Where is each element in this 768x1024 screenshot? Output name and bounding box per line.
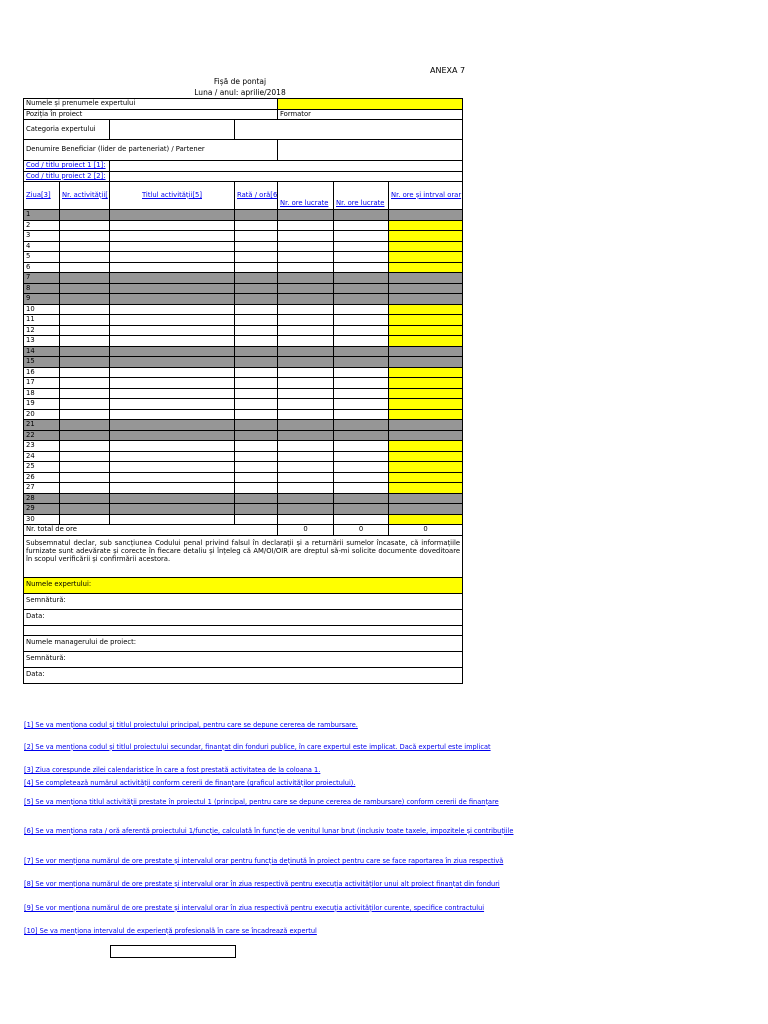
day-cell[interactable] [278,493,334,504]
day-cell[interactable] [389,231,463,242]
day-cell[interactable] [278,294,334,305]
day-cell[interactable] [235,273,278,284]
day-cell[interactable] [110,294,235,305]
day-cell[interactable] [235,430,278,441]
day-cell[interactable] [278,252,334,263]
day-cell[interactable] [389,315,463,326]
day-cell[interactable] [110,346,235,357]
day-cell[interactable] [278,357,334,368]
day-cell[interactable] [278,231,334,242]
day-row [24,315,463,326]
day-cell[interactable] [278,514,334,525]
day-cell[interactable] [389,220,463,231]
day-cell[interactable] [389,388,463,399]
day-number: 8 [24,283,60,294]
day-cell[interactable] [235,325,278,336]
total-hours-label: Nr. total de ore [24,525,278,536]
expert-date-label[interactable]: Data: [24,609,463,625]
day-cell[interactable] [60,220,110,231]
day-cell[interactable] [60,483,110,494]
day-cell[interactable] [60,357,110,368]
day-row [24,399,463,410]
day-cell[interactable] [60,388,110,399]
day-cell[interactable] [334,231,389,242]
day-cell[interactable] [278,472,334,483]
period-label: Luna / anul: aprilie/2018 [194,88,286,97]
day-number: 21 [24,420,60,431]
day-row [24,220,463,231]
day-cell[interactable] [334,220,389,231]
day-number: 20 [24,409,60,420]
day-number: 22 [24,430,60,441]
day-cell[interactable] [334,514,389,525]
day-number: 13 [24,336,60,347]
day-cell[interactable] [334,367,389,378]
day-cell[interactable] [235,493,278,504]
day-cell[interactable] [110,325,235,336]
day-cell[interactable] [389,462,463,473]
project2-label[interactable]: Cod / titlu proiect 2 [2]: [24,171,110,182]
day-row [24,451,463,462]
day-cell[interactable] [334,399,389,410]
col-header-rate[interactable]: Rată / oră[6 [235,182,278,210]
day-cell[interactable] [389,441,463,452]
day-cell[interactable] [334,346,389,357]
day-cell[interactable] [60,451,110,462]
day-cell[interactable] [110,493,235,504]
col-header-hours2[interactable]: Nr. ore lucrate [334,198,389,210]
day-row [24,210,463,221]
day-row [24,462,463,473]
footnote-1[interactable]: [1] Se va menționa codul și titlul proiectului principal, pentru care se depune cererea de rambursare. [24,721,358,729]
day-cell[interactable] [110,315,235,326]
day-cell[interactable] [278,378,334,389]
day-number: 3 [24,231,60,242]
day-number: 2 [24,220,60,231]
expert-name-label: Numele și prenumele expertului [24,99,278,110]
day-cell[interactable] [110,283,235,294]
category-label: Categoria expertului [24,120,110,140]
day-cell[interactable] [235,346,278,357]
day-cell[interactable] [235,367,278,378]
day-cell[interactable] [235,336,278,347]
day-cell[interactable] [235,357,278,368]
day-cell[interactable] [110,483,235,494]
day-cell[interactable] [60,283,110,294]
day-cell[interactable] [278,346,334,357]
day-cell[interactable] [60,241,110,252]
day-cell[interactable] [389,430,463,441]
day-cell[interactable] [60,504,110,515]
day-cell[interactable] [235,262,278,273]
day-cell[interactable] [235,462,278,473]
day-cell[interactable] [110,472,235,483]
day-cell[interactable] [389,336,463,347]
day-cell[interactable] [334,504,389,515]
day-row [24,430,463,441]
day-cell[interactable] [235,294,278,305]
day-number: 24 [24,451,60,462]
category-extra[interactable] [235,120,463,140]
day-cell[interactable] [60,252,110,263]
day-cell[interactable] [235,378,278,389]
day-cell[interactable] [334,357,389,368]
day-cell[interactable] [334,273,389,284]
day-cell[interactable] [110,231,235,242]
day-cell[interactable] [235,283,278,294]
day-cell[interactable] [60,304,110,315]
day-number: 23 [24,441,60,452]
day-cell[interactable] [60,273,110,284]
day-cell[interactable] [389,346,463,357]
col-header-hours1[interactable]: Nr. ore lucrate [278,198,334,210]
day-number: 15 [24,357,60,368]
day-cell[interactable] [334,430,389,441]
day-cell[interactable] [278,388,334,399]
col-header-hours2-top [334,182,389,198]
day-cell[interactable] [110,220,235,231]
manager-date-label[interactable]: Data: [24,667,463,683]
day-cell[interactable] [110,504,235,515]
day-cell[interactable] [334,441,389,452]
document-title: Fișă de pontaj [213,77,267,86]
day-cell[interactable] [389,252,463,263]
day-cell[interactable] [389,325,463,336]
day-cell[interactable] [110,210,235,221]
day-number: 11 [24,315,60,326]
day-cell[interactable] [235,451,278,462]
day-cell[interactable] [60,493,110,504]
day-cell[interactable] [334,252,389,263]
day-cell[interactable] [60,441,110,452]
col-header-activity-no[interactable]: Nr. activității[ [60,182,110,210]
total-hours-3: 0 [389,525,463,536]
day-number: 14 [24,346,60,357]
beneficiary-label: Denumire Beneficiar (lider de parteneriat) / Partener [24,140,278,161]
day-cell[interactable] [334,262,389,273]
day-number: 1 [24,210,60,221]
day-row [24,273,463,284]
day-cell[interactable] [389,514,463,525]
day-row [24,409,463,420]
total-hours-1: 0 [278,525,334,536]
day-row [24,514,463,525]
day-number: 27 [24,483,60,494]
day-cell[interactable] [334,315,389,326]
day-cell[interactable] [334,241,389,252]
day-cell[interactable] [278,262,334,273]
day-cell[interactable] [235,315,278,326]
day-cell[interactable] [110,273,235,284]
day-number: 9 [24,294,60,305]
day-row [24,367,463,378]
day-number: 26 [24,472,60,483]
day-cell[interactable] [334,336,389,347]
day-cell[interactable] [389,483,463,494]
day-cell[interactable] [278,504,334,515]
day-row [24,357,463,368]
day-cell[interactable] [389,409,463,420]
day-cell[interactable] [334,409,389,420]
day-cell[interactable] [235,210,278,221]
day-cell[interactable] [389,304,463,315]
day-cell[interactable] [334,325,389,336]
expert-name-signature-label[interactable]: Numele expertului: [24,577,463,593]
day-cell[interactable] [278,283,334,294]
day-cell[interactable] [60,210,110,221]
footnote-4[interactable]: [4] Se completează numărul activității conform cererii de finanțare (graficul activităților proiectului). [24,779,356,787]
day-number: 12 [24,325,60,336]
day-cell[interactable] [389,420,463,431]
day-cell[interactable] [60,430,110,441]
day-number: 29 [24,504,60,515]
day-cell[interactable] [60,294,110,305]
day-cell[interactable] [389,357,463,368]
day-cell[interactable] [278,367,334,378]
footnote-2[interactable]: [2] Se va menționa codul și titlul proiectului secundar, finanțat din fonduri publice, în care expertul este implicat. Dacă expertul este implicat [24,743,491,751]
footnote-10[interactable]: [10] Se va menționa intervalul de experiență profesională în care se încadrează expertul [24,927,317,935]
timesheet-table [23,98,463,684]
day-cell[interactable] [389,504,463,515]
day-cell[interactable] [60,399,110,410]
day-cell[interactable] [278,483,334,494]
day-cell[interactable] [235,483,278,494]
day-cell[interactable] [235,472,278,483]
day-cell[interactable] [334,462,389,473]
day-row [24,378,463,389]
day-cell[interactable] [278,336,334,347]
day-cell[interactable] [278,462,334,473]
day-row [24,483,463,494]
day-cell[interactable] [60,378,110,389]
day-cell[interactable] [389,210,463,221]
day-cell[interactable] [334,493,389,504]
col-header-hours1-top [278,182,334,198]
day-row [24,304,463,315]
expert-signature-label[interactable]: Semnătură: [24,593,463,609]
day-cell[interactable] [334,304,389,315]
project1-field[interactable] [110,161,463,172]
day-number: 5 [24,252,60,263]
empty-box[interactable] [110,945,236,958]
day-number: 7 [24,273,60,284]
day-cell[interactable] [278,451,334,462]
day-cell[interactable] [278,430,334,441]
category-field[interactable] [110,120,235,140]
day-cell[interactable] [110,367,235,378]
day-row [24,388,463,399]
day-cell[interactable] [110,252,235,263]
day-row [24,441,463,452]
day-cell[interactable] [235,399,278,410]
spacer-row [24,625,463,635]
day-cell[interactable] [110,441,235,452]
project2-field[interactable] [110,171,463,182]
day-cell[interactable] [278,304,334,315]
day-cell[interactable] [60,231,110,242]
expert-name-field[interactable] [278,99,463,110]
day-cell[interactable] [60,367,110,378]
day-cell[interactable] [278,273,334,284]
annex-label: ANEXA 7 [430,66,466,75]
day-cell[interactable] [389,367,463,378]
day-number: 16 [24,367,60,378]
footnote-8[interactable]: [8] Se vor menționa numărul de ore prestate și intervalul orar în ziua respectivă pentru execuția activităților unui alt proiect finanțat din fonduri [24,880,500,888]
footnote-6[interactable]: [6] Se va menționa rata / oră aferentă proiectului 1/funcție, calculată în funcție de venitul lunar brut (inclusiv toate taxele, impozitele și contribuțiile [24,827,514,835]
footnote-9[interactable]: [9] Se vor menționa numărul de ore prestate și intervalul orar în ziua respectivă pentru execuția activităților curente, specifice contractului [24,904,485,912]
day-number: 28 [24,493,60,504]
day-cell[interactable] [389,294,463,305]
day-cell[interactable] [60,472,110,483]
day-cell[interactable] [110,336,235,347]
day-cell[interactable] [278,409,334,420]
day-number: 25 [24,462,60,473]
day-cell[interactable] [389,378,463,389]
day-cell[interactable] [278,315,334,326]
day-cell[interactable] [235,252,278,263]
day-cell[interactable] [60,514,110,525]
day-cell[interactable] [334,483,389,494]
day-cell[interactable] [110,262,235,273]
day-row [24,252,463,263]
day-cell[interactable] [389,273,463,284]
day-cell[interactable] [110,304,235,315]
day-cell[interactable] [110,514,235,525]
day-cell[interactable] [235,514,278,525]
day-cell[interactable] [60,315,110,326]
day-cell[interactable] [235,388,278,399]
day-cell[interactable] [278,220,334,231]
day-row [24,262,463,273]
day-cell[interactable] [334,420,389,431]
day-cell[interactable] [235,304,278,315]
day-number: 19 [24,399,60,410]
col-header-activity-title[interactable]: Titlul activității[5] [110,182,235,210]
project1-label[interactable]: Cod / titlu proiect 1 [1]: [24,161,110,172]
footnote-5[interactable]: [5] Se va menționa titlul activității prestate în proiectul 1 (principal, pentru care se depune cererea de rambursare) conform cererii de finanțare [24,798,499,806]
day-cell[interactable] [60,336,110,347]
day-cell[interactable] [278,325,334,336]
day-cell[interactable] [60,462,110,473]
day-cell[interactable] [389,241,463,252]
manager-signature-label[interactable]: Semnătură: [24,651,463,667]
day-cell[interactable] [278,420,334,431]
day-cell[interactable] [334,472,389,483]
day-row [24,231,463,242]
day-cell[interactable] [235,231,278,242]
day-cell[interactable] [389,451,463,462]
position-label: Poziția în proiect [24,109,278,120]
day-cell[interactable] [110,378,235,389]
day-cell[interactable] [278,241,334,252]
day-cell[interactable] [60,346,110,357]
day-cell[interactable] [110,420,235,431]
day-cell[interactable] [60,409,110,420]
day-cell[interactable] [235,420,278,431]
day-cell[interactable] [110,399,235,410]
day-cell[interactable] [278,399,334,410]
day-cell[interactable] [389,262,463,273]
footnote-7[interactable]: [7] Se vor menționa numărul de ore prestate și intervalul orar pentru funcția deținută în proiect pentru care se face raportarea în ziua respectivă [24,857,504,865]
day-cell[interactable] [235,241,278,252]
day-row [24,504,463,515]
day-number: 10 [24,304,60,315]
day-number: 30 [24,514,60,525]
day-row [24,325,463,336]
day-cell[interactable] [60,262,110,273]
beneficiary-field[interactable] [278,140,463,161]
day-cell[interactable] [278,441,334,452]
day-cell[interactable] [235,504,278,515]
day-cell[interactable] [389,399,463,410]
day-cell[interactable] [389,283,463,294]
day-row [24,346,463,357]
day-cell[interactable] [235,409,278,420]
day-cell[interactable] [60,420,110,431]
day-cell[interactable] [60,325,110,336]
day-cell[interactable] [334,388,389,399]
manager-name-label[interactable]: Numele managerului de proiect: [24,635,463,651]
day-number: 18 [24,388,60,399]
day-cell[interactable] [334,294,389,305]
day-cell[interactable] [110,409,235,420]
day-cell[interactable] [110,388,235,399]
day-cell[interactable] [110,451,235,462]
day-number: 17 [24,378,60,389]
day-cell[interactable] [389,472,463,483]
day-number: 6 [24,262,60,273]
day-cell[interactable] [334,210,389,221]
day-cell[interactable] [334,378,389,389]
day-cell[interactable] [235,441,278,452]
col-header-day[interactable]: Ziua[3] [24,182,60,210]
day-cell[interactable] [235,220,278,231]
day-cell[interactable] [334,451,389,462]
day-cell[interactable] [110,241,235,252]
day-row [24,420,463,431]
day-cell[interactable] [389,493,463,504]
position-value[interactable]: Formator [278,109,463,120]
declaration-text: Subsemnatul declar, sub sancțiunea Codului penal privind falsul în declarații și a returnării sumelor încasate, că informațiile furnizate sunt adevărate și corecte în fiecare detaliu și înțeleg că AM/OI/OIR are dreptul să-mi solicite documente doveditoare în scopul verificării și confirmării acestora. [24,535,463,577]
day-cell[interactable] [110,430,235,441]
day-row [24,493,463,504]
day-cell[interactable] [334,283,389,294]
day-cell[interactable] [110,462,235,473]
day-row [24,241,463,252]
day-row [24,472,463,483]
day-cell[interactable] [278,210,334,221]
day-number: 4 [24,241,60,252]
day-cell[interactable] [110,357,235,368]
day-row [24,336,463,347]
footnote-3[interactable]: [3] Ziua corespunde zilei calendaristice în care a fost prestată activitatea de la coloana 1. [24,766,321,774]
col-header-hours3[interactable]: Nr. ore și intrval orar [389,182,463,210]
day-row [24,294,463,305]
day-row [24,283,463,294]
total-hours-2: 0 [334,525,389,536]
